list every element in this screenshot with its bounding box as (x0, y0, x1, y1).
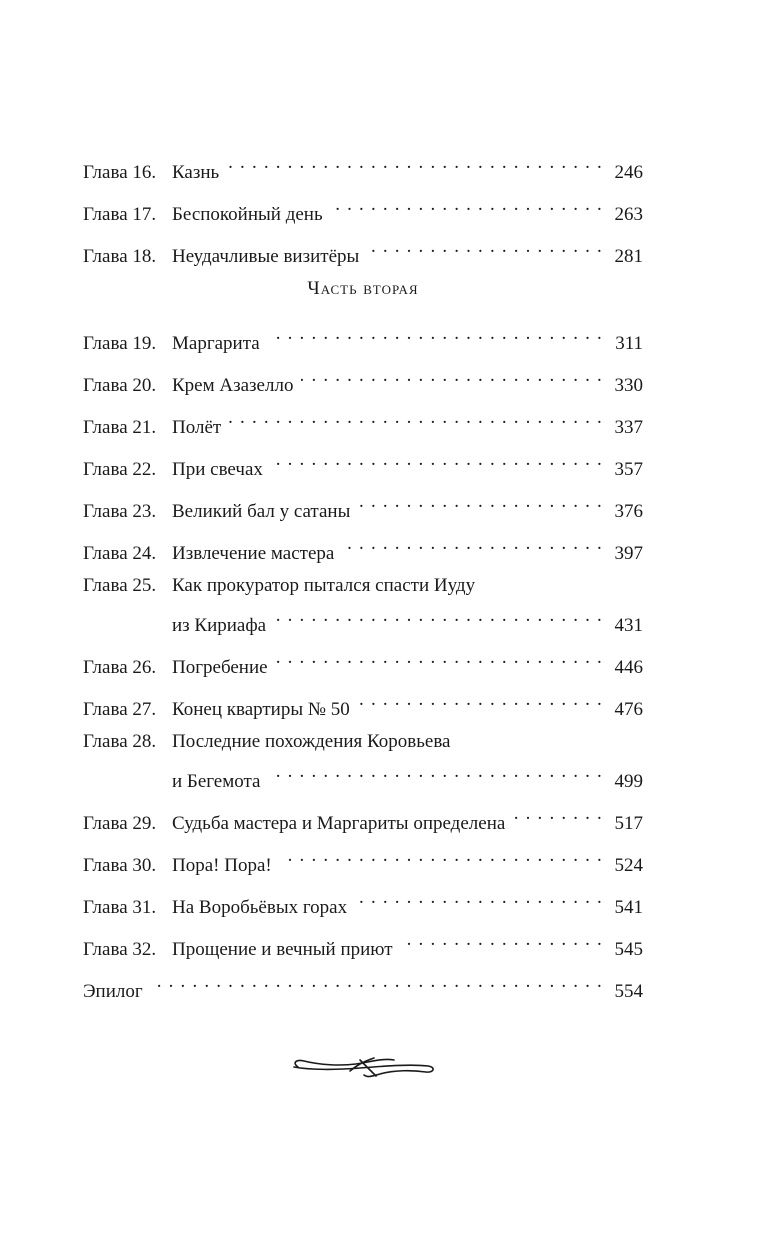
page-number: 397 (614, 543, 643, 564)
chapter-number: Глава 30. (83, 855, 157, 876)
toc-entry[interactable] (83, 361, 643, 396)
chapter-number: Глава 18. (83, 246, 157, 267)
toc-entry[interactable] (83, 403, 643, 438)
page-number: 330 (614, 375, 643, 396)
part-two-heading: Часть вторая (307, 278, 419, 299)
chapter-title: Великий бал у сатаны (172, 501, 351, 522)
dot-leader (276, 643, 603, 673)
epilogue-title: Эпилог (83, 981, 143, 1002)
chapter-title: Погребение (172, 657, 268, 678)
chapter-number: Глава 22. (83, 459, 157, 480)
chapter-number: Глава 29. (83, 813, 157, 834)
page-number: 499 (614, 771, 643, 792)
chapter-title: Конец квартиры № 50 (172, 699, 350, 720)
chapter-title-line1: Как прокуратор пытался спасти Иуду (172, 575, 476, 596)
dot-leader (227, 148, 603, 178)
chapter-title: Полёт (172, 417, 222, 438)
toc-entry[interactable] (83, 727, 643, 792)
dot-leader (331, 190, 603, 220)
toc-entry[interactable] (83, 487, 643, 522)
dot-leader (268, 319, 603, 349)
page-number: 376 (614, 501, 643, 522)
page-number: 554 (614, 981, 643, 1002)
dot-leader (401, 925, 603, 955)
chapter-title-line1: Последние похождения Коровьева (172, 731, 451, 752)
chapter-number: Глава 31. (83, 897, 157, 918)
toc-entry[interactable] (83, 643, 643, 678)
page-number: 476 (614, 699, 643, 720)
table-of-contents (83, 148, 643, 1009)
page-number: 311 (615, 333, 643, 354)
page-number: 446 (614, 657, 643, 678)
dot-leader (355, 883, 603, 913)
page-number: 545 (614, 939, 643, 960)
chapter-number: Глава 28. (83, 731, 157, 752)
chapter-number: Глава 23. (83, 501, 157, 522)
chapter-title: Судьба мастера и Маргариты определена (172, 813, 506, 834)
toc-entry[interactable] (83, 445, 643, 480)
chapter-title: Крем Азазелло (172, 375, 294, 396)
page-number: 246 (614, 162, 643, 183)
page-number: 431 (614, 615, 643, 636)
chapter-title: Казнь (172, 162, 220, 183)
chapter-title: Извлечение мастера (172, 543, 335, 564)
dot-leader (271, 445, 603, 475)
page-number: 357 (614, 459, 643, 480)
toc-entry[interactable] (83, 925, 643, 960)
chapter-number: Глава 16. (83, 162, 157, 183)
chapter-number: Глава 25. (83, 575, 157, 596)
toc-entry[interactable] (83, 883, 643, 918)
dot-leader (268, 757, 603, 787)
chapter-title: При свечах (172, 459, 263, 480)
page-number: 281 (614, 246, 643, 267)
dot-leader (229, 403, 603, 433)
dot-leader (301, 361, 603, 391)
chapter-title-line2: из Кириафа (172, 615, 267, 636)
dot-leader (280, 841, 603, 871)
chapter-number: Глава 26. (83, 657, 157, 678)
chapter-number: Глава 19. (83, 333, 157, 354)
chapter-number: Глава 20. (83, 375, 157, 396)
page-number: 517 (614, 813, 643, 834)
toc-entry[interactable] (83, 319, 643, 354)
toc-entry[interactable] (83, 148, 643, 183)
toc-entry[interactable] (83, 529, 643, 564)
chapter-number: Глава 21. (83, 417, 157, 438)
page-number: 524 (614, 855, 643, 876)
toc-entry[interactable] (83, 571, 643, 636)
dot-leader (358, 487, 603, 517)
chapter-number: Глава 24. (83, 543, 157, 564)
toc-entry[interactable] (83, 841, 643, 876)
chapter-number: Глава 27. (83, 699, 157, 720)
dot-leader (274, 601, 603, 631)
toc-entry[interactable] (83, 190, 643, 225)
dot-leader (358, 685, 603, 715)
toc-entry-epilogue[interactable] (83, 967, 643, 1002)
toc-entry[interactable] (83, 232, 643, 267)
chapter-title: Маргарита (172, 333, 260, 354)
flourish-divider-icon (290, 1054, 436, 1080)
page-number: 541 (614, 897, 643, 918)
page-number: 263 (614, 204, 643, 225)
chapter-title: Пора! Пора! (172, 855, 272, 876)
dot-leader (513, 799, 603, 829)
dot-leader (151, 967, 603, 997)
chapter-title: Прощение и вечный приют (172, 939, 393, 960)
chapter-title: Беспокойный день (172, 204, 323, 225)
page-number: 337 (614, 417, 643, 438)
chapter-title: Неудачливые визитёры (172, 246, 360, 267)
toc-entry[interactable] (83, 685, 643, 720)
dot-leader (367, 232, 603, 262)
chapter-number: Глава 32. (83, 939, 157, 960)
chapter-title-line2: и Бегемота (172, 771, 261, 792)
chapter-title: На Воробьёвых горах (172, 897, 348, 918)
chapter-number: Глава 17. (83, 204, 157, 225)
toc-entry[interactable] (83, 799, 643, 834)
dot-leader (342, 529, 603, 559)
